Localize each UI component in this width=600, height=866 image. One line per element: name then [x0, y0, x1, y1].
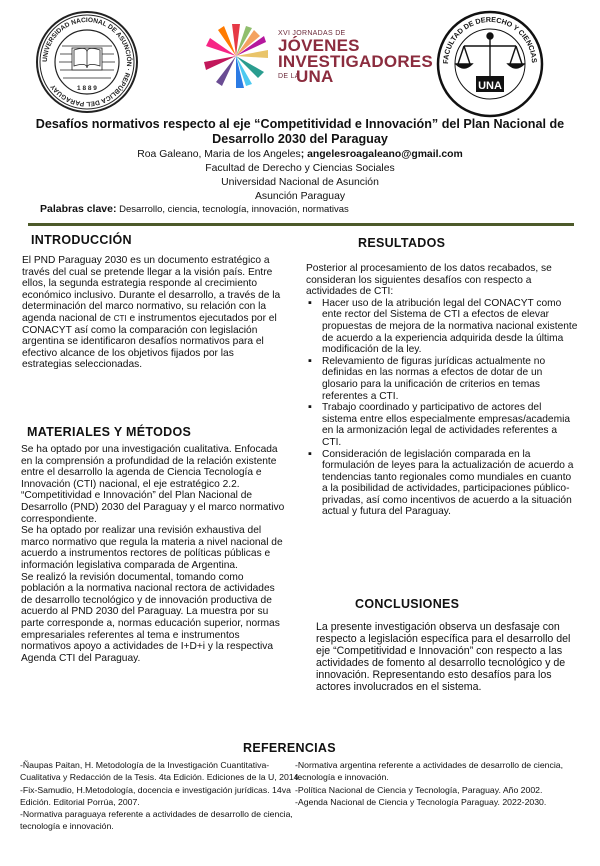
jornadas-line2: INVESTIGADORES: [278, 52, 433, 71]
reference-item: -Normativa argentina referente a actividades de desarrollo de ciencia, tecnología e innovación.: [295, 760, 564, 783]
intro-heading: INTRODUCCIÓN: [31, 233, 132, 247]
conclusions-paragraph: La presente investigación observa un desfasaje con respecto a legislación específica para el desarrollo del eje “Competitividad e Innovación” con respecto a las actividades de fomento al desarrollo tecnológico y de innovación. Representando esto desafíos para los actores involucrados en el sistema.: [316, 621, 571, 693]
methods-paragraph-2: Se ha optado por realizar una revisión exhaustiva del marco normativo que regula la materia a nivel nacional de acuerdo a instrumentos rectores de políticas públicas e información legislativa comparada de Argentina.: [21, 525, 283, 571]
reference-item: -Política Nacional de Ciencia y Tecnología, Paraguay. Año 2002.: [295, 784, 543, 795]
paper-title: Desafíos normativos respecto al eje “Competitividad e Innovación” del Plan Nacional de Desarrollo 2030 del Paraguay: [35, 117, 565, 146]
faculty-line: Facultad de Derecho y Ciencias Sociales: [205, 163, 395, 174]
divider-rule: [28, 223, 574, 226]
author-email: ; angelesroagaleano@gmail.com: [300, 149, 463, 160]
references-right-column: [295, 759, 581, 808]
results-heading: RESULTADOS: [358, 236, 446, 250]
results-list: [306, 298, 578, 518]
keywords-line: [40, 203, 349, 215]
left-seal-year: 1 8 8 9: [77, 85, 97, 92]
methods-paragraph-1: Se ha optado por una investigación cualitativa. Enfocada en la comprensión a profundidad de la relación existente entre el desarrollo la agenda de Ciencia Tecnología e Innovación (CTI) nacional, el eje estratégico 2.2. “Competitividad e Innovación” del Plan Nacional de Desarrollo (PND) 2030 del Paraguay y el marco normativo correspondiente.: [21, 444, 285, 525]
starburst-icon: [200, 18, 272, 90]
intro-text-1: El PND Paraguay 2030 es un documento estratégico a través del cual se pretende llegar a la visión país. Entre ellos, la segunda estrategia responde al crecimiento económico inclusivo. Durante el desarrollo, a través de la determinación del marco normativo, su relación con la agenda nacional de: [22, 255, 281, 324]
methods-heading: MATERIALES Y MÉTODOS: [27, 425, 192, 439]
jornadas-prefix: DE LA: [278, 73, 300, 80]
references-heading: REFERENCIAS: [243, 741, 336, 755]
jornadas-line3: UNA: [296, 67, 334, 86]
right-seal-text: FACULTAD DE DERECHO Y CIENCIAS: [440, 14, 540, 65]
city-line: Asunción Paraguay: [254, 191, 346, 202]
intro-paragraph: [22, 255, 284, 371]
faculty-seal-logo: [430, 8, 550, 118]
results-body: [306, 263, 578, 518]
keywords-label: Palabras clave:: [40, 203, 117, 215]
results-item: ▪ Consideración de legislación comparada en la formulación de leyes para la actualización de acuerdo a tendencias tanto regionales como mundiales en cuanto a la posibilidad de actividades, participaciones público-privadas, así como incentivos de acuerdo a la situación actual y futura del Paraguay.: [322, 449, 578, 519]
keywords-text: Desarrollo, ciencia, tecnología, innovación, normativas: [119, 204, 349, 215]
results-item: ▪ Trabajo coordinado y participativo de actores del sistema entre ellos especialmente empresas/academia en la armonización legal de actividades referentes a CTI.: [322, 402, 578, 448]
intro-text-2: e instrumentos ejecutados por el CONACYT así como la comparación con legislación argentina se identificaron desafíos normativos para el efectivo alcance de los objetivos fijados por las estrategias seleccionadas.: [22, 312, 277, 371]
methods-paragraph-3: Se realizó la revisión documental, tomando como población a la normativa nacional rectora de actividades de desarrollo tecnológico y de innovación productiva de acuerdo al PND 2030 del Paraguay. La muestra por su parte corresponde a, normas educación superior, normas empresariales referentes al tema e instrumentos normativos apoyo a actividades de I+D+i y la respectiva Agenda CTI del Paraguay.: [21, 571, 280, 664]
results-intro: Posterior al procesamiento de los datos recabados, se consideran los siguientes desafíos con respecto a actividades de CTI:: [306, 263, 552, 298]
reference-item: -Agenda Nacional de Ciencia y Tecnología Paraguay. 2022-2030.: [295, 796, 547, 807]
methods-body: [21, 444, 287, 664]
reference-item: -Normativa paraguaya referente a actividades de desarrollo de ciencia, tecnología e innovación.: [20, 809, 293, 832]
left-seal-text: UNIVERSIDAD NACIONAL DE ASUNCIÓN · REPÚBLICA DEL PARAGUAY: [41, 16, 133, 108]
jornadas-logo: [200, 18, 433, 103]
reference-item: -Ñaupas Paitan, H. Metodología de la Investigación Cuantitativa-Cualitativa y Redacción de la Tesis. 4ta Edición. Ediciones de la U, 2014.: [20, 760, 301, 783]
jornadas-small-text: XVI JORNADAS DE: [278, 30, 346, 37]
university-line: Universidad Nacional de Asunción: [221, 177, 379, 188]
author-name: Roa Galeano, Maria de los Angeles: [137, 149, 301, 160]
results-item: ▪ Hacer uso de la atribución legal del CONACYT como ente rector del Sistema de CTI a efectos de elevar propuestas de mejora de la normativa nacional existente de acuerdo a la experiencia adquirida desde la última modificación de la ley.: [322, 298, 578, 356]
reference-item: -Fix-Samudio, H.Metodología, docencia e investigación jurídicas. 14va Edición. Editorial Porrúa, 2007.: [20, 784, 291, 807]
right-seal-bottom: UNA: [478, 80, 502, 92]
author-line: [0, 148, 600, 161]
una-seal-logo: [30, 10, 145, 115]
jornadas-line1: JÓVENES: [278, 36, 360, 55]
results-item: ▪ Relevamiento de figuras jurídicas actualmente no definidas en las normas a efectos de dotar de un glosario para la unificación de criterios en temas referentes a CTI.: [322, 356, 578, 402]
conclusions-heading: CONCLUSIONES: [355, 597, 460, 611]
intro-cti: CTI: [113, 313, 127, 323]
references-left-column: [20, 759, 306, 833]
